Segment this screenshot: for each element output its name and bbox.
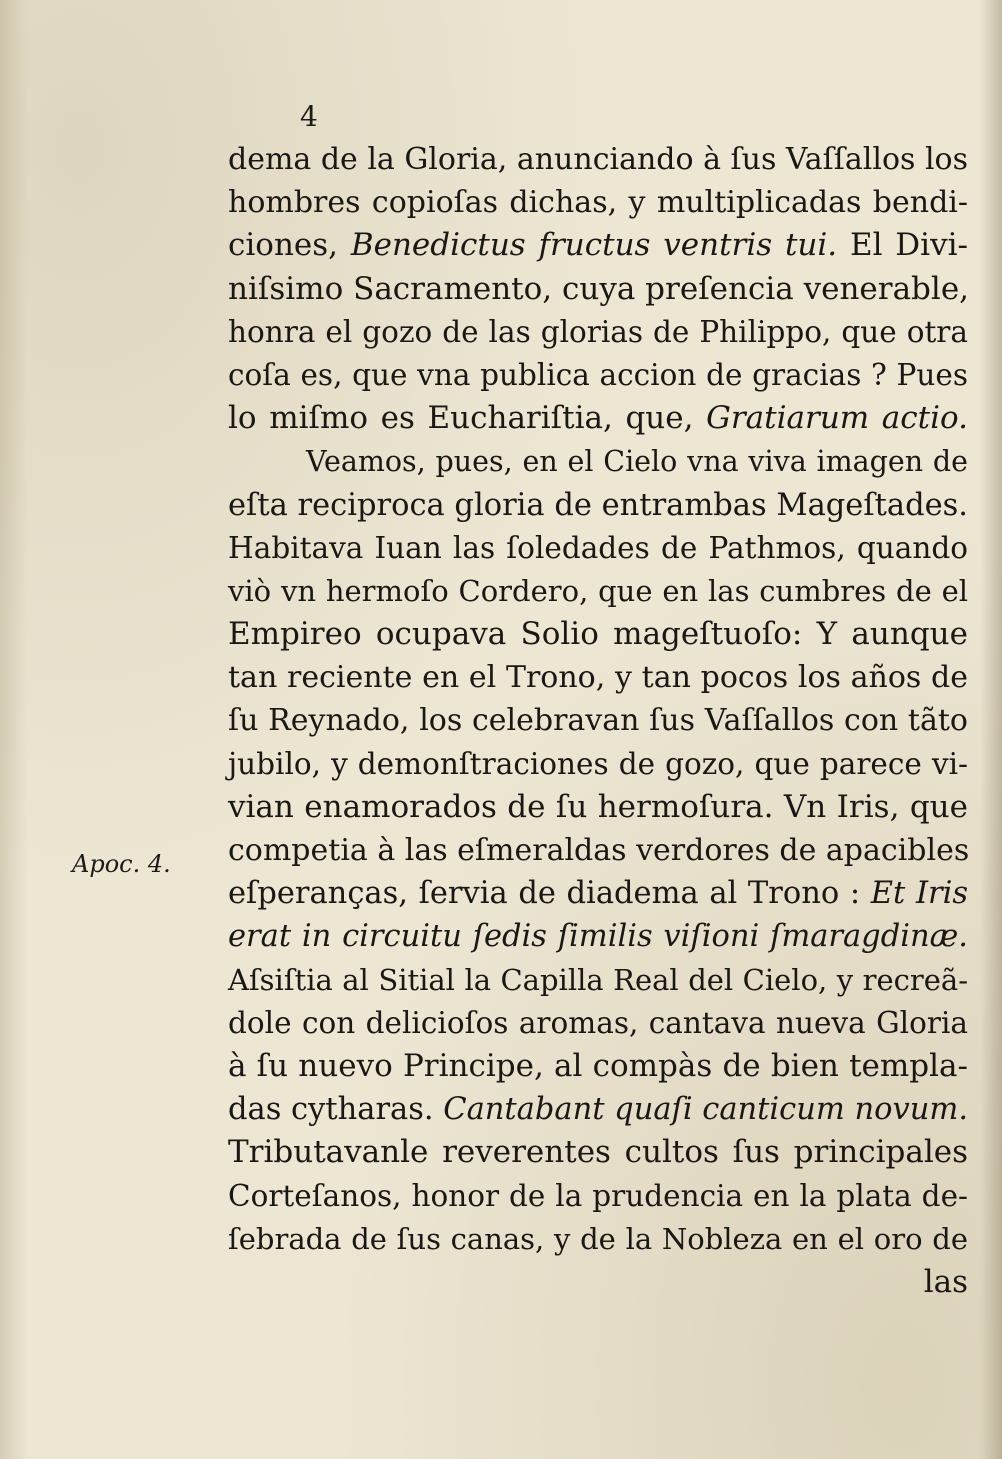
catchword: las <box>923 1263 968 1300</box>
text-line: jubilo, y demonſtraciones de gozo, que parece vi- <box>228 746 968 781</box>
page-number: 4 <box>300 100 318 133</box>
margin-note: Apoc. 4. <box>72 850 171 878</box>
text-line: dema de la Gloria, anunciando à ſus Vaſſallos los <box>228 142 969 177</box>
text-line: eſta reciproca gloria de entrambas Mageſtades. <box>228 487 968 523</box>
text-line: dole con delicioſos aromas, cantava nueva Gloria <box>228 1005 968 1040</box>
text-line: ciones, Benedictus fructus ventris tui. El Divi- <box>228 227 968 264</box>
text-line: Empireo ocupava Solio mageſtuoſo: Y aunque <box>228 616 968 653</box>
text-line: Tributavanle reverentes cultos ſus principales <box>228 1134 968 1171</box>
text-line: honra el gozo de las glorias de Philippo, que otra <box>228 314 968 349</box>
text-line: coſa es, que vna publica accion de gracias ? Pues <box>228 357 968 392</box>
text-line: à ſu nuevo Principe, al compàs de bien templa- <box>228 1047 968 1084</box>
text-line: lo miſmo es Euchariſtia, que, Gratiarum actio. <box>228 400 968 437</box>
text-line: niſsimo Sacramento, cuya preſencia venerable, <box>228 270 970 307</box>
text-line: eſperanças, ſervia de diadema al Trono : Et Iris <box>228 876 968 912</box>
page-edge-shadow <box>980 0 1002 1459</box>
text-line: competia à las eſmeraldas verdores de apacibles <box>228 833 970 868</box>
text-line: hombres copioſas dichas, y multiplicadas bendi- <box>228 185 968 221</box>
text-line: vian enamorados de ſu hermoſura. Vn Iris, que <box>228 788 968 825</box>
text-line: Habitava Iuan las ſoledades de Pathmos, quando <box>228 530 968 565</box>
text-line: ſu Reynado, los celebravan ſus Vaſſallos con tãto <box>228 703 968 739</box>
text-line: das cytharas. Cantabant quaſi canticum novum. <box>228 1092 969 1128</box>
text-line: Aſsiſtia al Sitial la Capilla Real del Cielo, y recreã- <box>228 962 968 997</box>
text-line: tan reciente en el Trono, y tan pocos los años de <box>228 660 968 696</box>
text-line: erat in circuitu ſedis ſimilis viſioni ſmaragdinæ. <box>228 919 968 955</box>
text-line: Corteſanos, honor de la prudencia en la plata de- <box>228 1178 968 1213</box>
text-line: viò vn hermoſo Cordero, que en las cumbres de el <box>228 573 968 608</box>
text-block <box>228 138 968 1304</box>
text-line: ſebrada de ſus canas, y de la Nobleza en el oro de <box>228 1221 968 1256</box>
text-line: Veamos, pues, en el Cielo vna viva imagen de <box>306 445 968 479</box>
